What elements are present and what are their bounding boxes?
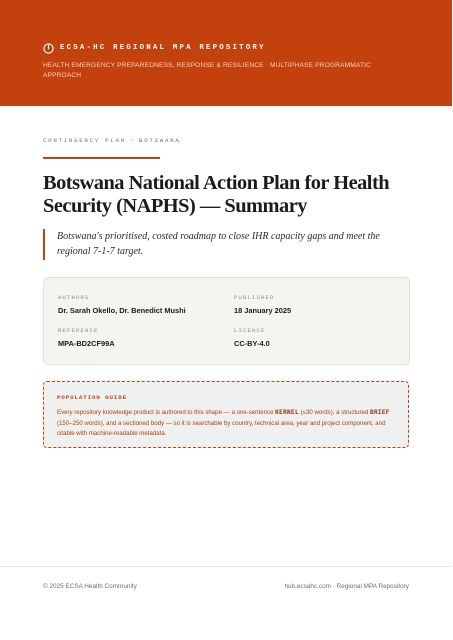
guide-keyword-brief: BRIEF <box>369 409 390 416</box>
footer-site-link[interactable]: hub.ecsahc.com · Regional MPA Repository <box>284 583 409 590</box>
power-icon <box>43 43 54 54</box>
meta-licence-value: CC-BY-4.0 <box>234 339 270 348</box>
meta-reference-value: MPA-BD2CF99A <box>58 339 115 348</box>
document-lede: Botswana's prioritised, costed roadmap to close IHR capacity gaps and meet the regional 7-1-7 target. <box>43 229 408 260</box>
guide-text-part-1: Every repository knowledge product is authored to this shape — a one-sentence <box>57 409 276 416</box>
guide-title: POPULATION GUIDE <box>57 394 128 401</box>
meta-licence <box>234 327 270 348</box>
footer-divider <box>0 566 452 567</box>
breadcrumb-category[interactable]: CONTINGENCY PLAN <box>43 137 126 144</box>
breadcrumb-separator: · <box>129 137 136 144</box>
guide-text <box>57 408 396 440</box>
guide-text-part-3: (150–250 words), and a sectioned body — so it is searchable by country, technical area, year and project component, and citable with machine-readable metadata. <box>57 419 386 438</box>
breadcrumb-country[interactable]: BOTSWANA <box>139 137 181 144</box>
meta-authors-label: AUTHORS <box>58 294 90 301</box>
guide-keyword-kernel: KERNEL <box>275 409 299 416</box>
breadcrumb <box>43 137 180 144</box>
footer-copyright: © 2025 ECSA Health Community <box>43 583 137 590</box>
meta-published-value: 18 January 2025 <box>234 306 292 315</box>
metadata-card <box>43 277 410 365</box>
meta-licence-label: LICENCE <box>234 327 266 334</box>
meta-published <box>234 294 291 315</box>
meta-published-label: PUBLISHED <box>234 294 275 301</box>
guide-text-part-2: (≤30 words), a structured <box>298 409 370 416</box>
brand-name: ECSA-HC REGIONAL MPA REPOSITORY <box>60 44 266 52</box>
meta-reference-label: REFERENCE <box>58 327 99 334</box>
accent-rule <box>43 157 160 159</box>
meta-reference <box>58 327 115 348</box>
page-title: Botswana National Action Plan for Health Security (NAPHS) — Summary <box>43 172 390 217</box>
header-banner <box>0 0 452 106</box>
brand-row[interactable] <box>43 43 266 54</box>
meta-authors-value: Dr. Sarah Okello, Dr. Benedict Mushi <box>58 306 186 315</box>
header-subtitle: HEALTH EMERGENCY PREPAREDNESS, RESPONSE & RESILIENCE · MULTIPHASE PROGRAMMATIC APPROACH <box>43 62 372 79</box>
meta-authors <box>58 294 186 315</box>
population-guide <box>43 381 409 448</box>
